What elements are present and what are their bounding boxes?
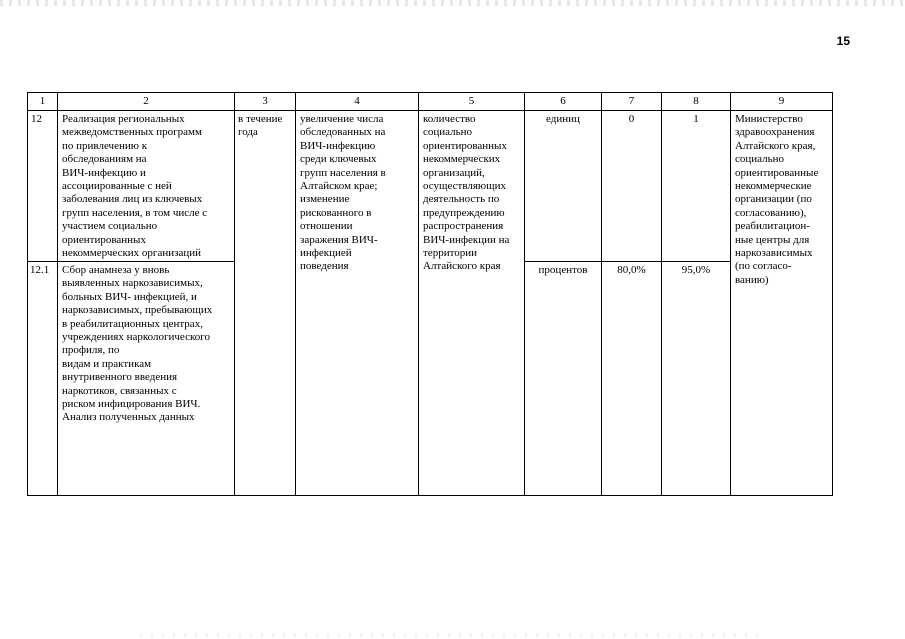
executor-cell: Министерство здравоохранения Алтайского края, социально ориентированные некоммерческие организации (по согласованию), реабилитацион- ные центры для наркозависимых (по согласо- ванию): [735, 113, 819, 286]
subrow-number: 12.1: [30, 264, 50, 276]
plan-table: [27, 92, 833, 496]
col-border-5: [524, 92, 525, 496]
value-col-7: 0: [628, 113, 635, 125]
indicator-name: количество социально ориентированных некоммерческих организаций, осуществляющих деятельность по предупреждению распространения ВИЧ-инфекции на территории Алтайского края: [423, 113, 510, 273]
col-border-7: [661, 92, 662, 496]
column-header-6: 6: [560, 95, 566, 107]
column-header-1: 1: [39, 95, 46, 107]
column-header-4: 4: [354, 95, 360, 107]
row-divider-left: [27, 261, 235, 262]
unit-cell: единиц: [546, 113, 580, 125]
col-border-0: [27, 92, 28, 496]
table-border-bottom: [27, 495, 833, 496]
column-header-8: 8: [693, 95, 699, 107]
measure-name: Реализация региональных межведомственных программ по привлечению к обследованиям на ВИЧ-инфекцию и ассоциированные с ней заболевания лиц из ключевых групп населения, в том числе с участием социально ориентированных некоммерческих организаций: [62, 113, 208, 260]
col-border-8: [730, 92, 731, 496]
scan-noise-top: [0, 0, 905, 6]
col-border-6: [601, 92, 602, 496]
term-cell: в течение года: [238, 113, 283, 139]
col-border-1: [57, 92, 58, 496]
col-border-3: [295, 92, 296, 496]
col-border-9: [832, 92, 833, 496]
row-number: 12: [31, 113, 42, 125]
expected-result: увеличение числа обследованных на ВИЧ-инфекцию среди ключевых групп населения в Алтайском крае; изменение рискованного в отношении заражения ВИЧ- инфекцией поведения: [300, 113, 386, 273]
page-number: 15: [836, 34, 850, 48]
submeasure-name: Сбор анамнеза у вновь выявленных наркозависимых, больных ВИЧ- инфекцией, и наркозависимых, пребывающих в реабилитационных центрах, учреждениях наркологического профиля, по видам и практикам внутривенного введения наркотиков, связанных с риском инфицирования ВИЧ. Анализ полученных данных: [62, 264, 213, 424]
subrow-value-7: 80,0%: [617, 264, 646, 276]
column-header-5: 5: [468, 95, 475, 107]
value-col-8: 1: [693, 113, 699, 125]
column-header-9: 9: [778, 95, 785, 107]
col-border-2: [234, 92, 235, 496]
table-border-top: [27, 92, 833, 93]
row-divider-values: [524, 261, 730, 262]
column-header-7: 7: [628, 95, 635, 107]
col-border-4: [418, 92, 419, 496]
subrow-value-8: 95,0%: [681, 264, 711, 276]
header-row-divider: [27, 110, 833, 111]
column-header-3: 3: [262, 95, 268, 107]
scan-noise-bottom: [140, 633, 760, 637]
subrow-unit: процентов: [538, 264, 588, 276]
column-header-2: 2: [143, 95, 149, 107]
